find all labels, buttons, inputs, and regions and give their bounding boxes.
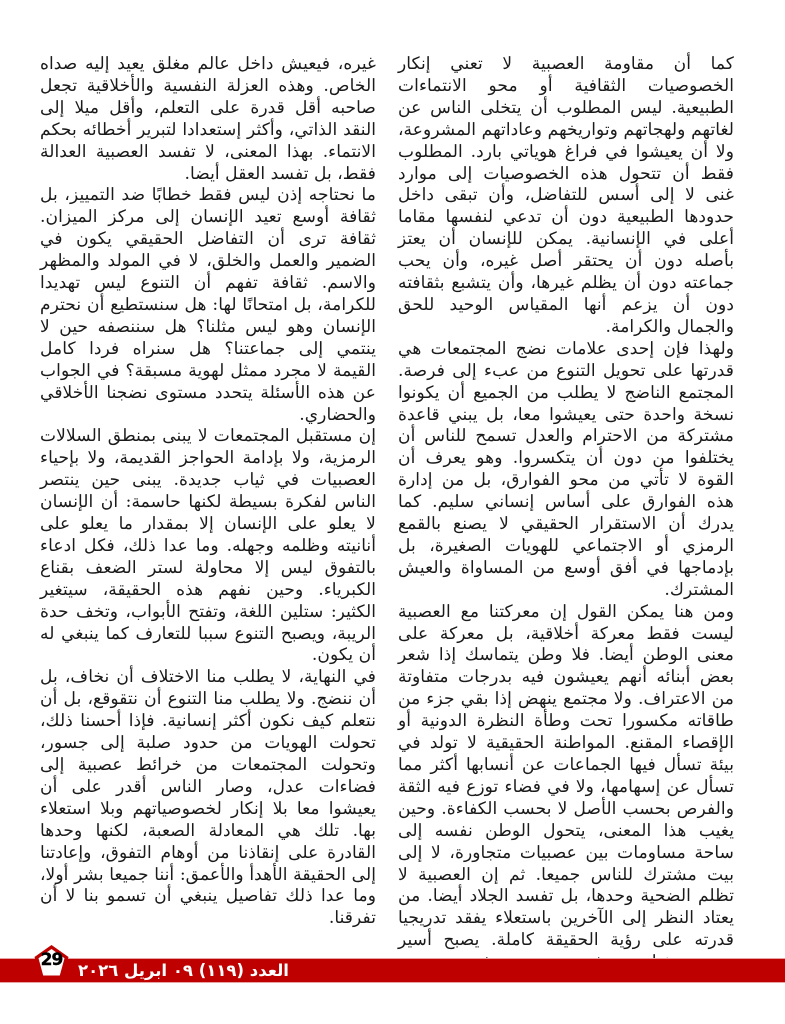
page-number: 29 — [40, 950, 63, 970]
article-paragraph: ولهذا فإن إحدى علامات نضج المجتمعات هي قدرتها على تحويل التنوع من عبء إلى فرصة. المجتمع الناضج لا يطلب من الجميع أن يكونوا نسخة واحدة حتى يعيشوا معا، بل يبني قاعدة مشتركة من الاحترام والعدل تسمح للناس أن يختلفوا من دون أن يتكسروا. وهو يعرف أن القوة لا تأتي من محو الفوارق، بل من إدارة هذه الفوارق على أساس إنساني سليم. كما يدرك أن الاستقرار الحقيقي لا يصنع بالقمع الرمزي أو الاجتماعي للهويات الصغيرة، بل بإدماجها في أفق أوسع من المساواة والعيش المشترك. — [398, 338, 734, 600]
page-number-badge — [33, 944, 70, 981]
article-paragraph: غيره، فيعيش داخل عالم مغلق يعيد إليه صداه الخاص. وهذه العزلة النفسية والأخلاقية تجعل صاحبه أقل قدرة على التعلم، وأقل ميلا إلى النقد الذاتي، وأكثر إستعدادا لتبرير أخطائه بحكم الانتماء. بهذا المعنى، لا تفسد العصبية العدالة فقط، بل تفسد العقل أيضا. — [40, 54, 376, 184]
article-paragraph: ما نحتاجه إذن ليس فقط خطابًا ضد التمييز، بل ثقافة أوسع تعيد الإنسان إلى مركز الميزان. ثقافة ترى أن التفاضل الحقيقي يكون في الضمير والعمل والخلق، لا في المولد والمظهر والاسم. ثقافة تفهم أن التنوع ليس تهديدا للكرامة، بل امتحانًا لها: هل سنستطيع أن نحترم الإنسان وهو ليس مثلنا؟ هل سننصفه حين لا ينتمي إلى جماعتنا؟ هل سنراه فردا كامل القيمة لا مجرد ممثل لهوية مسبقة؟ في الجواب عن هذه الأسئلة يتحدد مستوى نضجنا الأخلاقي والحضاري. — [40, 185, 376, 425]
article-paragraph: ومن هنا يمكن القول إن معركتنا مع العصبية ليست فقط معركة أخلاقية، بل معركة على معنى الوطن أيضا. فلا وطن يتماسك إذا شعر بعض أبنائه أنهم يعيشون فيه بدرجات متفاوتة من الاعتراف. ولا مجتمع ينهض إذا بقي جزء من طاقاته مكسورا تحت وطأة النظرة الدونية أو الإقصاء المقنع. المواطنة الحقيقية لا تولد في بيئة تسأل فيها الجماعات عن أنسابها أكثر مما تسأل عن إسهامها، ولا في فضاء توزع فيه الثقة والفرص بحسب الأصل لا بحسب الكفاءة. وحين يغيب هذا المعنى، يتحول الوطن نفسه إلى ساحة مساومات بين عصبيات متجاورة، لا إلى بيت مشترك للناس جميعا. ثم إن العصبية لا تظلم الضحية وحدها، بل تفسد الجلاد أيضا. من يعتاد النظر إلى الآخرين باستعلاء يفقد تدريجيا قدرته على رؤية الحقيقة كاملة. يصبح أسير — [398, 601, 734, 951]
article-column-right — [398, 54, 734, 974]
issue-date-label: العدد (١١٩) ٠٩ ابريل ٢٠٢٦ — [78, 961, 289, 980]
article-column-left — [40, 54, 376, 930]
article-paragraph: في النهاية، لا يطلب منا الاختلاف أن نخاف، بل أن ننضج. ولا يطلب منا التنوع أن نتقوقع، بل أن نتعلم كيف نكون أكثر إنسانية. فإذا أحسنا ذلك، تحولت الهويات من حدود صلبة إلى جسور، وتحولت المجتمعات من خرائط عصبية إلى فضاءات عدل، وصار الناس أقدر على أن يعيشوا معا بلا إنكار لخصوصياتهم وبلا استعلاء بها. تلك هي المعادلة الصعبة، لكنها وحدها القادرة على إنقاذنا من أوهام التفوق، وإعادتنا إلى الحقيقة الأهدأ والأعمق: أننا جميعا بشر أولا، وما عدا ذلك تفاصيل ينبغي أن تسمو بنا لا أن تفرقنا. — [40, 667, 376, 929]
article-paragraph: إن مستقبل المجتمعات لا يبنى بمنطق السلالات الرمزية، ولا بإدامة الحواجز القديمة، ولا بإحياء العصبيات في ثياب جديدة. يبنى حين ينتصر الناس لفكرة بسيطة لكنها حاسمة: أن الإنسان لا يعلو على الإنسان إلا بمقدار ما يعلو على أنانيته وظلمه وجهله. وما عدا ذلك، فكل ادعاء بالتفوق ليس إلا محاولة لستر الضعف بقناع الكبرياء. وحين نفهم هذه الحقيقة، سيتغير الكثير: ستلين اللغة، وتفتح الأبواب، وتخف حدة الريبة، ويصبح التنوع سببا للتعارف كما ينبغي له أن يكون. — [40, 426, 376, 666]
article-paragraph: كما أن مقاومة العصبية لا تعني إنكار الخصوصيات الثقافية أو محو الانتماءات الطبيعية. ليس المطلوب أن يتخلى الناس عن لغاتهم ولهجاتهم وتواريخهم وعاداتهم المشروعة، ولا أن يعيشوا في فراغ هوياتي بارد. المطلوب فقط أن تتحول هذه الخصوصيات إلى موارد غنى لا إلى أسس للتفاضل، وأن تبقى داخل حدودها الطبيعية دون أن تدعي لنفسها مقاما أعلى في الإنسانية. يمكن للإنسان أن يعتز بأصله دون أن يحتقر أصل غيره، وأن يحب جماعته دون أن يظلم غيرها، وأن يتشبع بثقافته دون أن يزعم أنها المقياس الوحيد للحق والجمال والكرامة. — [398, 54, 734, 337]
